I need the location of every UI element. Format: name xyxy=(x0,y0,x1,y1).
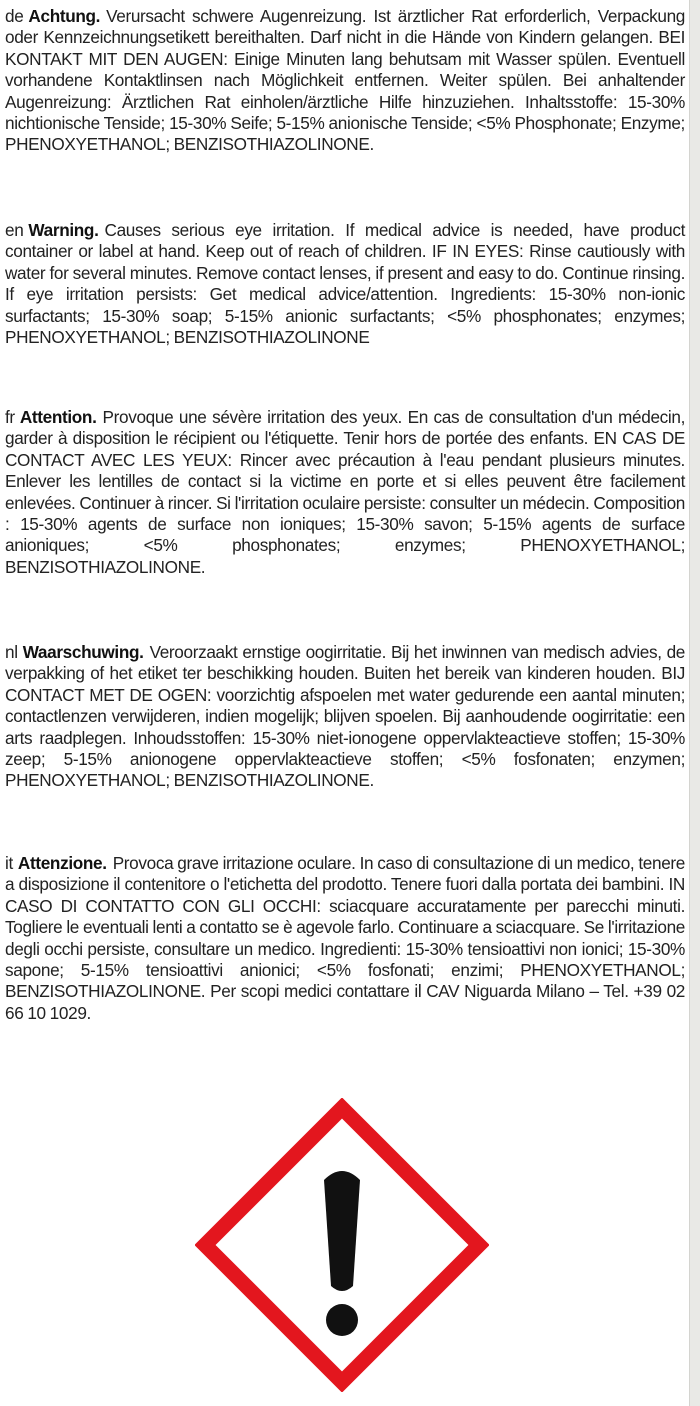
warning-section-it xyxy=(5,853,685,1024)
language-code: en xyxy=(5,220,24,240)
warning-section-fr xyxy=(5,407,685,578)
section-text: Verursacht schwere Augenreizung. Ist ärztlicher Rat erforderlich, Verpackung oder Kennzeichnungsetikett bereithalten. Darf nicht in die Hände von Kindern gelangen. BEI KONTAKT MIT DEN AUGEN: Einige Minuten lang behutsam mit Wasser spülen. Eventuell vorhandene Kontaktlinsen nach Möglichkeit entfernen. Weiter spülen. Bei anhaltender Augenreizung: Ärztlichen Rat einholen/ärztliche Hilfe hinzuziehen. Inhaltsstoffe: 15-30% nichtionische Tenside; 15-30% Seife; 5-15% anionische Tenside; <5% Phosphonate; Enzyme; PHENOXYETHANOL; BENZISOTHIAZOLINONE. xyxy=(5,6,685,155)
signal-word: Attenzione. xyxy=(17,853,107,873)
section-text: Veroorzaakt ernstige oogirritatie. Bij het inwinnen van medisch advies, de verpakking of het etiket ter beschikking houden. Buiten het bereik van kinderen houden. BIJ CONTACT MET DE OGEN: voorzichtig afspoelen met water gedurende een aantal minuten; contactlenzen verwijderen, indien mogelijk; blijven spoelen. Bij aanhoudende oogirritatie: een arts raadplegen. Inhoudsstoffen: 15-30% niet-ionogene oppervlakteactieve stoffen; 15-30% zeep; 5-15% anionogene oppervlakteactieve stoffen; <5% fosfonaten; enzymen; PHENOXYETHANOL; BENZISOTHIAZOLINONE. xyxy=(5,642,685,791)
signal-word: Achtung. xyxy=(28,6,101,26)
warning-section-de xyxy=(5,6,685,156)
language-code: it xyxy=(5,853,13,873)
warning-section-nl xyxy=(5,642,685,792)
signal-word: Waarschuwing. xyxy=(22,642,144,662)
section-text: Causes serious eye irritation. If medical advice is needed, have product container or label at hand. Keep out of reach of children. IF IN EYES: Rinse cautiously with water for several minutes. Remove contact lenses, if present and easy to do. Continue rinsing. If eye irritation persists: Get medical advice/attention. Ingredients: 15-30% non-ionic surfactants; 15-30% soap; 5-15% anionic surfactants; <5% phosphonates; enzymes; PHENOXYETHANOL; BENZISOTHIAZOLINONE xyxy=(5,220,685,348)
section-text: Provoca grave irritazione oculare. In caso di consultazione di un medico, tenere a disposizione il contenitore o l'etichetta del prodotto. Tenere fuori dalla portata dei bambini. IN CASO DI CONTATTO CON GLI OCCHI: sciacquare accuratamente per parecchi minuti. Togliere le eventuali lenti a contatto se è agevole farlo. Continuare a sciacquare. Se l'irritazione degli occhi persiste, consultare un medico. Ingredienti: 15-30% tensioattivi non ionici; 15-30% sapone; 5-15% tensioattivi anionici; <5% fosfonati; enzimi; PHENOXYETHANOL; BENZISOTHIAZOLINONE. Per scopi medici contattare il CAV Niguarda Milano – Tel. +39 02 66 10 1029. xyxy=(5,853,685,1023)
warning-section-en xyxy=(5,220,685,348)
language-code: nl xyxy=(5,642,18,662)
exclamation-dot xyxy=(326,1304,358,1336)
section-text: Provoque une sévère irritation des yeux. En cas de consultation d'un médecin, garder à disposition le récipient ou l'étiquette. Tenir hors de portée des enfants. EN CAS DE CONTACT AVEC LES YEUX: Rincer avec précaution à l'eau pendant plusieurs minutes. Enlever les lentilles de contact si la victime en porte et si elles peuvent être facilement enlevées. Continuer à rincer. Si l'irritation oculaire persiste: consulter un médecin. Composition : 15-30% agents de surface non ioniques; 15-30% savon; 5-15% agents de surface anioniques; <5% phosphonates; enzymes; PHENOXYETHANOL; BENZISOTHIAZOLINONE. xyxy=(5,407,685,577)
language-code: fr xyxy=(5,407,15,427)
signal-word: Warning. xyxy=(28,220,99,240)
language-code: de xyxy=(5,6,24,26)
page-edge xyxy=(689,0,700,1406)
signal-word: Attention. xyxy=(19,407,97,427)
ghs07-exclamation-mark-icon xyxy=(195,1098,489,1392)
